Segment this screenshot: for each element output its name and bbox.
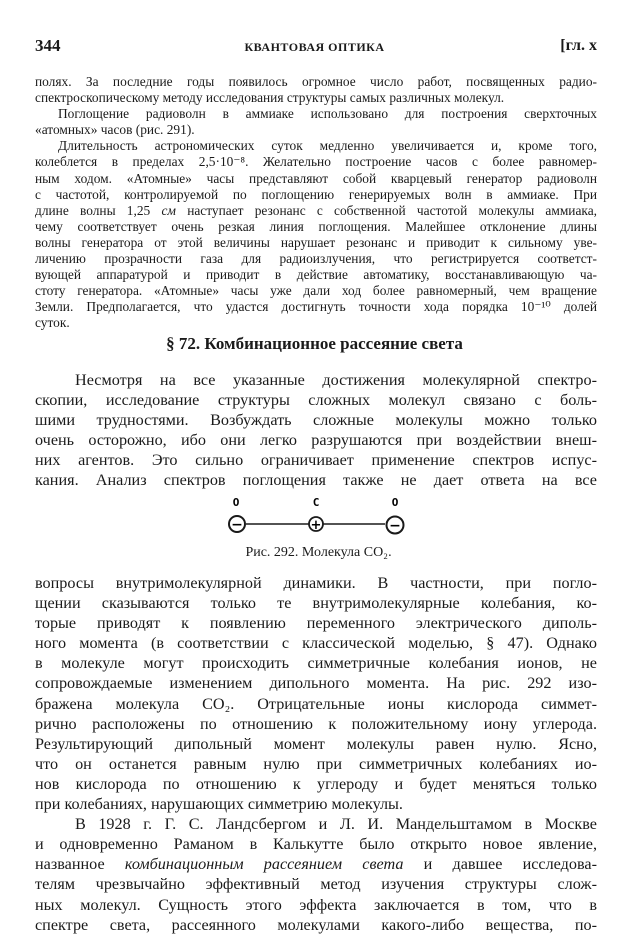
text-line: ного момента (в соответствии с классической моделью, § 47). Однако xyxy=(35,634,597,653)
small-print-text xyxy=(35,74,597,332)
text-line: них агентов. Это сильно ограничивает применение спектров испус- xyxy=(35,451,597,470)
text-line: торые приводят к появлению переменного электрического диполь- xyxy=(35,614,597,633)
text-line: В 1928 г. Г. С. Ландсбергом и Л. И. Мандельштамом в Москве xyxy=(75,815,597,834)
text-run: длине волны 1,25 xyxy=(35,202,162,218)
text-line: Результирующий дипольный момент молекулы равен нулю. Ясно, xyxy=(35,734,597,753)
text-line: щении сказываются только те внутримолекулярные колебания, ко- xyxy=(35,594,597,613)
text-line: в молекуле могут происходить симметричные колебания ионов, не xyxy=(35,654,597,673)
text-line: спектре света, рассеянного молекулами какого-либо вещества, по- xyxy=(35,915,597,934)
text-line: личению прозрачности газа для радиоизлучения, что регистрируется соответст- xyxy=(35,251,597,267)
body-text-after-figure xyxy=(35,573,597,935)
atom-label: O xyxy=(391,496,399,509)
text-line: колеблется в пределах 2,5·10⁻⁸. Желательно построение часов с более равномер- xyxy=(35,154,597,170)
text-line: суток. xyxy=(35,315,70,331)
atom-oxygen-left xyxy=(229,496,245,533)
page-number: 344 xyxy=(35,36,61,55)
text-line: телям чрезвычайно эффективный метод изучения структуры слож- xyxy=(35,875,597,894)
text-line: очень осторожно, ибо они легко разрушаются при воздействии внеш- xyxy=(35,431,597,450)
text-line: кания. Анализ спектров поглощения также не дает ответа на все xyxy=(35,471,597,490)
text-run: и давшее исследова- xyxy=(403,855,597,874)
text-line: с частотой, контролируемой по поглощению генерируемых волн в аммиаке. При xyxy=(35,186,597,202)
text-line: Земли. Предполагается, что удастся достигнуть точности хода порядка 10⁻¹⁰ долей xyxy=(35,299,597,315)
text-line: скопии, исследование структуры сложных молекул связано с боль- xyxy=(35,391,597,410)
charge-sign: + xyxy=(310,518,322,533)
text-line: шими трудностями. Возбуждать сложные молекулы можно только xyxy=(35,411,597,430)
text-line: чему соответствует очень резкая линия поглощения. Малейшее отклонение длины xyxy=(35,218,597,234)
text-line: что он останется равным нулю при симметричных колебаниях ио- xyxy=(35,754,597,773)
italic-text: см xyxy=(161,202,176,218)
italic-text: комбинационным рассеянием света xyxy=(124,855,404,874)
charge-sign: − xyxy=(389,518,401,534)
text-line: при колебаниях, нарушающих симметрию молекулы. xyxy=(35,795,403,814)
atom-oxygen-right xyxy=(387,496,404,534)
chapter-marker: [гл. x xyxy=(560,37,597,54)
charge-sign: − xyxy=(231,517,243,533)
co2-molecule-figure xyxy=(200,494,440,540)
text-line: ных молекул. Сущность этого эффекта заключается в том, что в xyxy=(35,895,597,914)
text-line: и одновременно Раманом в Калькутте было открыто новое явление, xyxy=(35,835,597,854)
text-line xyxy=(35,854,597,874)
text-run: названное xyxy=(35,855,125,874)
text-line: Поглощение радиоволн в аммиаке использовано для построения сверхточных xyxy=(58,106,597,122)
text-line: спектроскопическому методу исследования структуры самых различных молекул. xyxy=(35,90,505,106)
text-line: вопросы внутримолекулярной динамики. В частности, при погло- xyxy=(35,574,597,592)
text-line: Длительность астрономических суток медленно увеличивается и, кроме того, xyxy=(58,138,597,154)
text-run: наступает резонанс с собственной частотой молекулы аммиака, xyxy=(175,202,597,218)
body-text-before-figure xyxy=(35,370,597,491)
text-line: полях. За последние годы появилось огромное число работ, посвященных радио- xyxy=(35,74,597,89)
text-line xyxy=(35,203,597,219)
atom-label: C xyxy=(312,496,320,509)
text-line: стоту генератора. «Атомные» часы уже дали ход более равномерный, чем вращение xyxy=(35,283,597,299)
text-line: рично расположены по отношению к положительному иону углерода. xyxy=(35,714,597,733)
section-heading: § 72. Комбинационное рассеяние света xyxy=(166,334,463,353)
text-line: нов кислорода по отношению к углероду и будет меняться только xyxy=(35,774,597,793)
text-line: вующей аппаратурой и приводит в действие автоматику, восстанавливающую ча- xyxy=(35,267,597,283)
running-head: КВАНТОВАЯ ОПТИКА xyxy=(244,40,385,54)
text-line: «атомных» часов (рис. 291). xyxy=(35,122,195,138)
atom-label: O xyxy=(232,496,240,509)
text-line: волны генератора от этой величины нарушает резонанс и приводит к сильному уве- xyxy=(35,234,597,250)
figure-caption: Рис. 292. Молекула CO₂. xyxy=(245,545,392,560)
text-line: бражена молекула CO₂. Отрицательные ионы кислорода симмет- xyxy=(35,694,597,713)
atom-carbon xyxy=(309,496,323,533)
text-line: сопровождаемые изменением дипольного момента. На рис. 292 изо- xyxy=(35,674,597,693)
text-line: Несмотря на все указанные достижения молекулярной спектро- xyxy=(75,371,597,389)
text-line: ным ходом. «Атомные» часы представляют собой кварцевый генератор радиоволн xyxy=(35,170,597,186)
